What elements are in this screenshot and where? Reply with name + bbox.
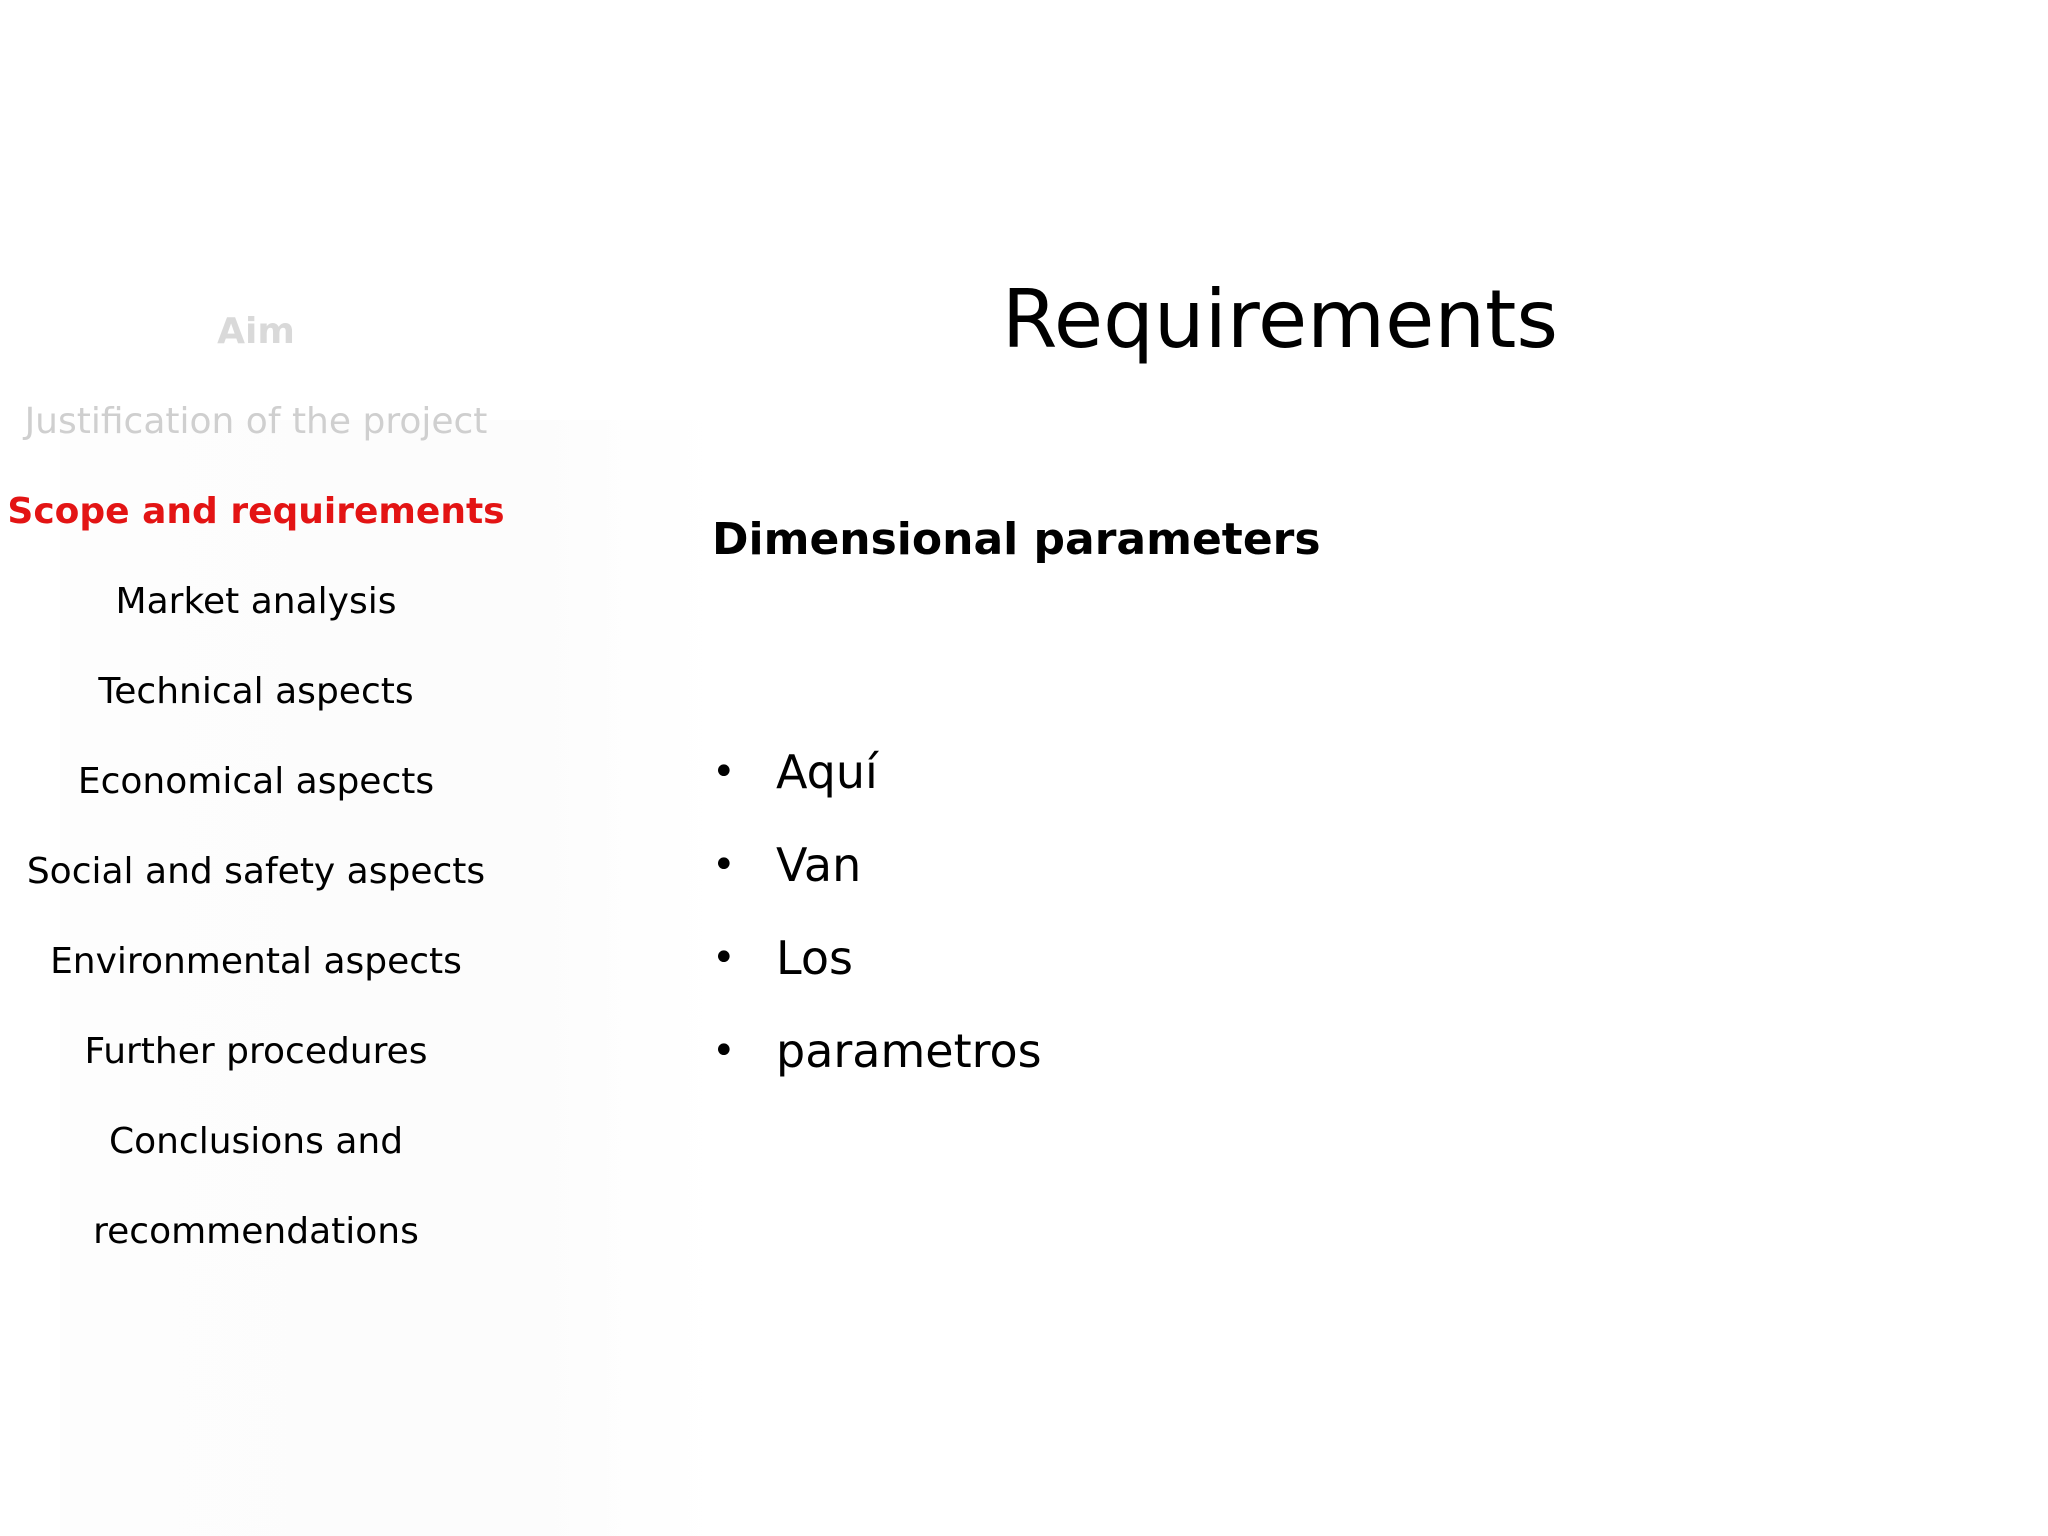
- bullet-icon: •: [712, 1028, 736, 1074]
- agenda-item-economical: Economical aspects: [77, 761, 435, 802]
- section-heading: Dimensional parameters: [712, 514, 1321, 565]
- agenda-item-conclusions: Conclusions and: [108, 1121, 404, 1162]
- bullet-text: Aquí: [776, 745, 878, 799]
- agenda-item-recommendations: recommendations: [93, 1211, 419, 1252]
- agenda-item-scope-active: Scope and requirements: [7, 491, 505, 532]
- agenda-item-market: Market analysis: [115, 581, 397, 622]
- agenda-item-justification: Justification of the project: [24, 401, 488, 442]
- bullet-icon: •: [712, 749, 736, 795]
- bullet-text: parametros: [776, 1024, 1042, 1078]
- bullet-icon: •: [712, 935, 736, 981]
- bullet-icon: •: [712, 842, 736, 888]
- bullet-text: Los: [776, 931, 853, 985]
- bullet-text: Van: [776, 838, 862, 892]
- agenda-item-social-safety: Social and safety aspects: [26, 851, 486, 892]
- agenda-item-aim: Aim: [217, 311, 295, 352]
- agenda-item-technical: Technical aspects: [98, 671, 414, 712]
- agenda-sidebar: [0, 0, 512, 1536]
- agenda-item-environmental: Environmental aspects: [50, 941, 462, 982]
- agenda-item-further: Further procedures: [84, 1031, 428, 1072]
- slide-title: Requirements: [1001, 273, 1559, 366]
